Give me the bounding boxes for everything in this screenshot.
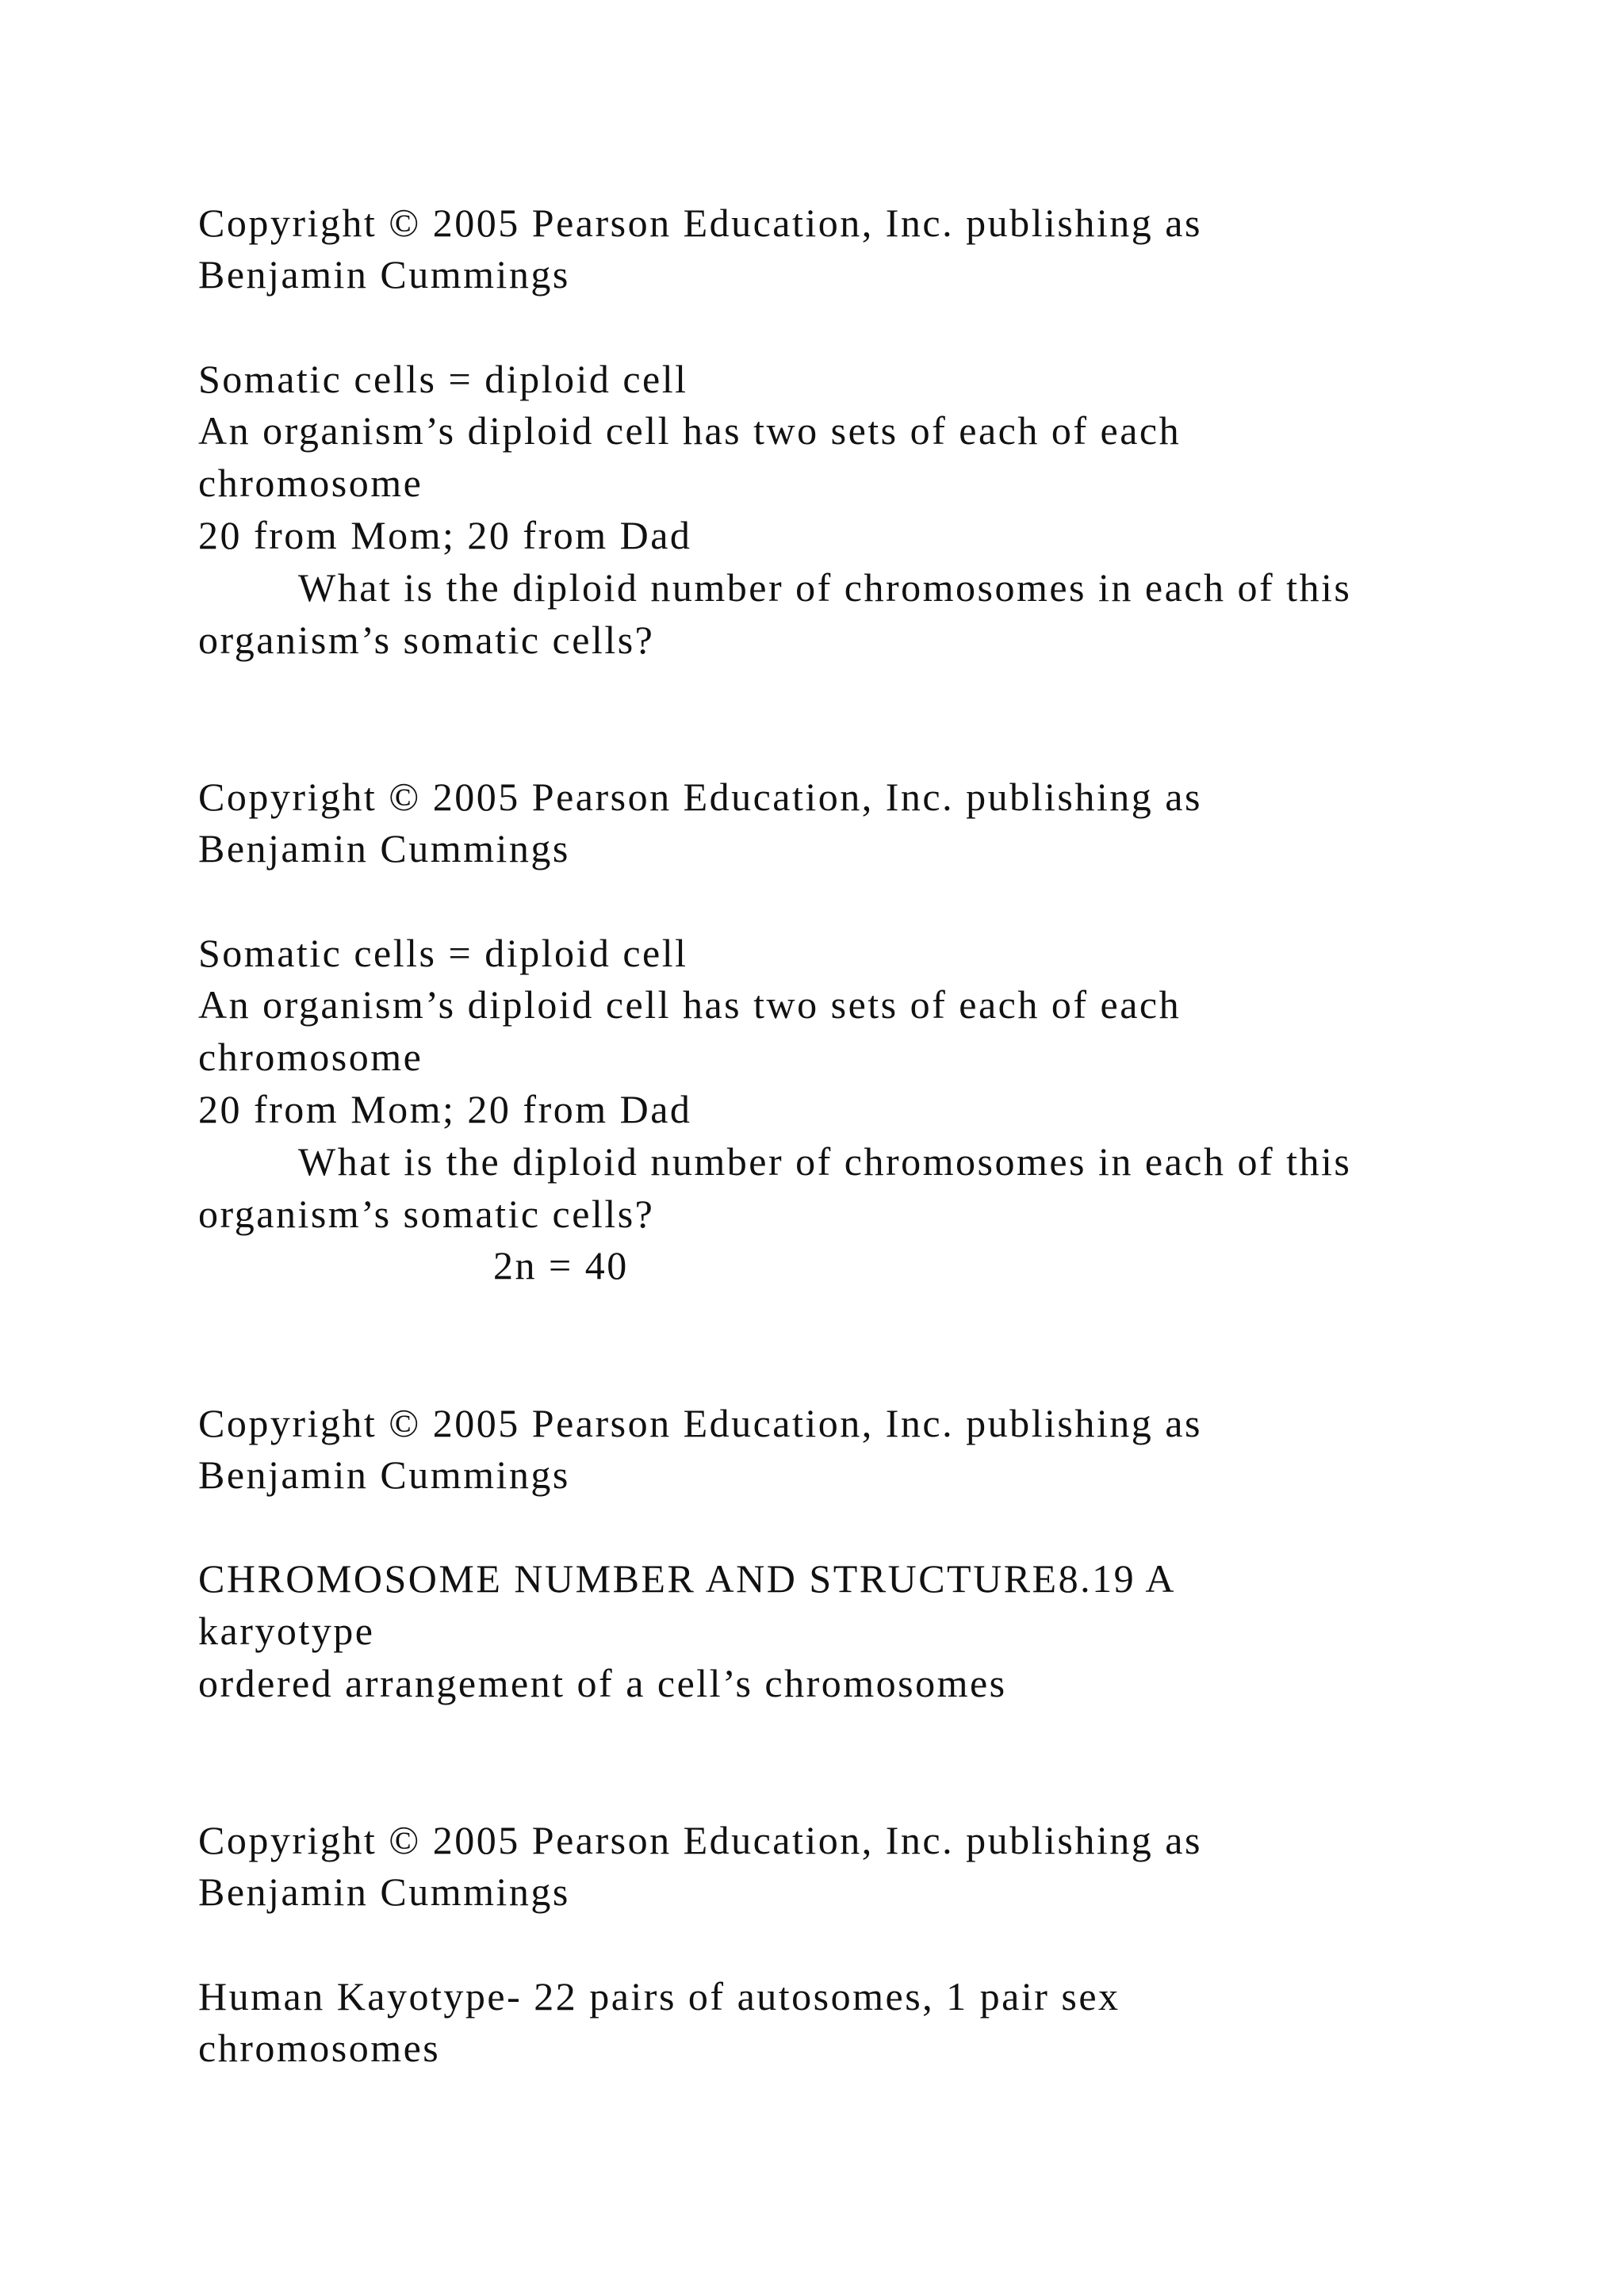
question-line-cont: organism’s somatic cells? bbox=[198, 1192, 655, 1236]
text-line: 20 from Mom; 20 from Dad bbox=[198, 1087, 692, 1131]
copyright-line: Copyright © 2005 Pearson Education, Inc. publishing as bbox=[198, 201, 1202, 245]
text-line: Somatic cells = diploid cell bbox=[198, 357, 688, 401]
text-line: chromosome bbox=[198, 461, 423, 505]
copyright-line-cont: Benjamin Cummings bbox=[198, 252, 570, 297]
text-line: karyotype bbox=[198, 1609, 375, 1653]
copyright-line-cont: Benjamin Cummings bbox=[198, 826, 570, 871]
text-line: Human Kayotype- 22 pairs of autosomes, 1 pair sex bbox=[198, 1974, 1120, 2019]
answer-line: 2n = 40 bbox=[493, 1243, 629, 1288]
text-line: 20 from Mom; 20 from Dad bbox=[198, 513, 692, 557]
text-line: ordered arrangement of a cell’s chromosomes bbox=[198, 1661, 1007, 1705]
copyright-line-cont: Benjamin Cummings bbox=[198, 1452, 570, 1497]
text-line: Somatic cells = diploid cell bbox=[198, 931, 688, 975]
text-line: An organism’s diploid cell has two sets of each of each bbox=[198, 408, 1182, 453]
question-line-cont: organism’s somatic cells? bbox=[198, 618, 655, 662]
question-line: What is the diploid number of chromosomes in each of this bbox=[298, 1139, 1352, 1184]
text-line: chromosomes bbox=[198, 2026, 441, 2070]
copyright-line: Copyright © 2005 Pearson Education, Inc. publishing as bbox=[198, 775, 1202, 819]
text-line: An organism’s diploid cell has two sets of each of each bbox=[198, 982, 1182, 1027]
question-line: What is the diploid number of chromosomes in each of this bbox=[298, 565, 1352, 610]
copyright-line: Copyright © 2005 Pearson Education, Inc. publishing as bbox=[198, 1401, 1202, 1445]
heading-line: CHROMOSOME NUMBER AND STRUCTURE8.19 A bbox=[198, 1556, 1176, 1601]
copyright-line: Copyright © 2005 Pearson Education, Inc. publishing as bbox=[198, 1818, 1202, 1862]
copyright-line-cont: Benjamin Cummings bbox=[198, 1869, 570, 1914]
text-line: chromosome bbox=[198, 1035, 423, 1079]
